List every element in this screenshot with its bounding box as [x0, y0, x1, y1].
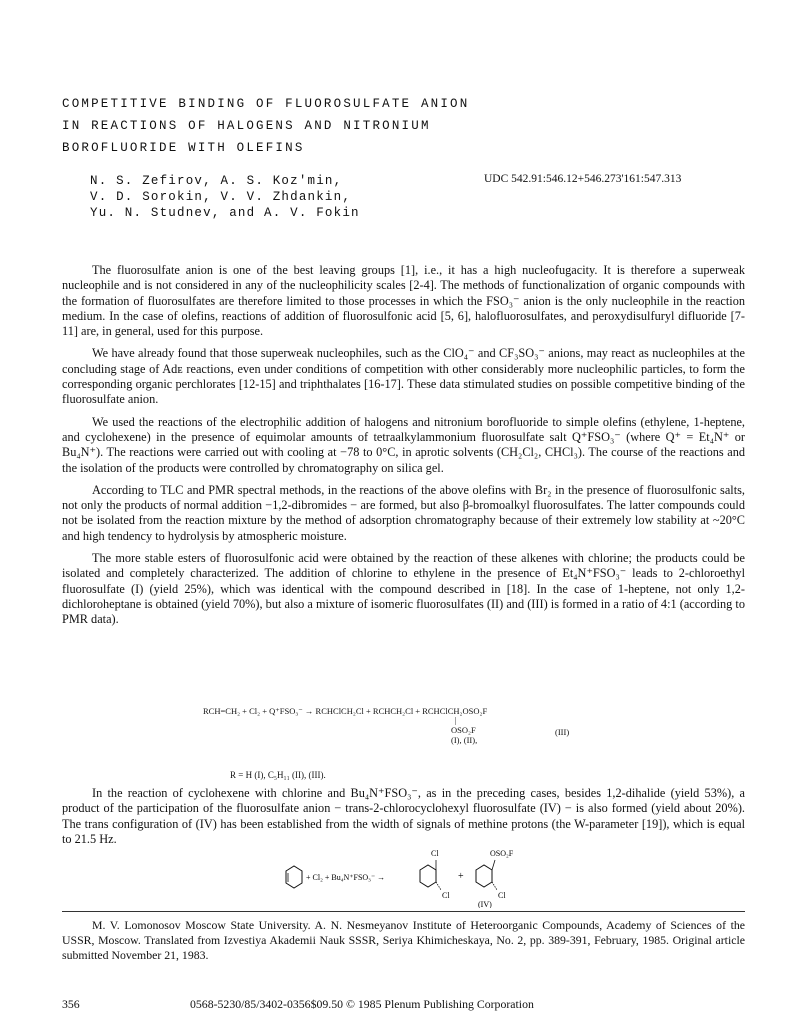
- product-ring-1: [420, 865, 436, 887]
- paragraph-3: We used the reactions of the electrophilic addition of halogens and nitronium borofluoride to simple olefins (ethylene, 1-heptene, and cyclohexene) in the presence of equimolar amounts of tetraalkylammonium fluorosulfate salt Q⁺FSO₃⁻ (where Q⁺ = Et₄N⁺ or Bu₄N⁺). The reactions were carried out with cooling at −78 to 0°C, in aprotic solvents (CH₂Cl₂, CHCl₃). The course of the reactions and the isolation of the products were controlled by chromatography on silica gel.: [62, 414, 745, 475]
- reaction-scheme-2: [280, 848, 540, 908]
- paragraph-6: In the reaction of cyclohexene with chlorine and Bu₄N⁺FSO₃⁻, as in the preceding cases, besides 1,2-dihalide (yield 53%), a product of the participation of the fluorosulfate anion − trans-2-chlorocyclohexyl fluorosulfate (IV) − is also formed (yield about 20%). The trans configuration of (IV) has been established from the width of signals of methine protons (the W-parameter [19]), which is equal to 21.5 Hz.: [62, 786, 745, 846]
- scheme-2-cl-bottom-2: Cl: [498, 891, 506, 900]
- scheme-2-reagents: + Cl₂ + Bu₄N⁺FSO₃⁻ →: [306, 873, 386, 882]
- title-line-3: BOROFLUORIDE WITH OLEFINS: [62, 141, 305, 155]
- scheme-2-cl-bottom-1: Cl: [442, 891, 450, 900]
- authors-line-2: V. D. Sorokin, V. V. Zhdankin,: [90, 190, 352, 204]
- author-list: [90, 173, 360, 221]
- scheme-1-substituent: OSO₂F: [451, 725, 476, 735]
- title-line-1: COMPETITIVE BINDING OF FLUOROSULFATE ANION: [62, 97, 470, 111]
- paragraph-1: The fluorosulfate anion is one of the best leaving groups [1], i.e., it has a high nucleofugacity. It is therefore a superweak nucleophile and is not considered in any of the nucleophilicity scales [2-4]. The methods of functionalization of organic compounds with the formation of fluorosulfates are therefore limited to those processes in which the FSO₃⁻ anion is the only nucleophile in the reaction medium. In the case of olefins, reactions of addition of fluorosulfonic acid [5, 6], halofluorosulfates, and peroxydisulfuryl difluoride [7-11] are, in general, used for this purpose.: [62, 263, 745, 339]
- article-title: [62, 93, 622, 159]
- page-number: 356: [62, 997, 80, 1011]
- footnote: M. V. Lomonosov Moscow State University. A. N. Nesmeyanov Institute of Heteroorganic Compounds, Academy of Sciences of the USSR, Moscow. Translated from Izvestiya Akademii Nauk SSSR, Seriya Khimicheskaya, No. 2, pp. 389-391, February, 1985. Original article submitted November 21, 1983.: [62, 918, 745, 962]
- paragraph-2: We have already found that those superweak nucleophiles, such as the ClO₄⁻ and CF₃SO₃⁻ anions, may react as nucleophiles at the concluding stage of Adᴇ reactions, even under conditions of competition with other considerably more nucleophilic particles, to form the corresponding organic perchlorates [12-15] and triphthalates [16-17]. These data stimulated studies on possible competitive binding of the fluorosulfate anion.: [62, 346, 745, 407]
- title-line-2: IN REACTIONS OF HALOGENS AND NITRONIUM: [62, 119, 431, 133]
- paragraph-4: According to TLC and PMR spectral methods, in the reactions of the above olefins with Br₂ in the presence of fluorosulfonic salts, not only the products of normal addition −1,2-dibromides − are formed, but also β-bromoalkyl fluorosulfates. The latter compounds could not be isolated from the reaction mixture by the method of adsorption chromatography because of their extremely low stability at ~20°C and high tendency to hydrolysis by atmospheric moisture.: [62, 482, 745, 543]
- scheme-1-label-iii: (III): [555, 727, 570, 737]
- article-body: [62, 263, 745, 635]
- reaction-scheme-1: [203, 706, 623, 756]
- scheme-1-labels: (I), (II),: [451, 735, 478, 745]
- paragraph-5: The more stable esters of fluorosulfonic acid were obtained by the reaction of these alkenes with chlorine; the products could be isolated and completely characterized. The addition of chlorine to ethylene in the presence of Et₄N⁺FSO₃⁻ leads to 2-chloroethyl fluorosulfate (I) (yield 25%), which was identical with the compound described in [18]. In the case of 1-heptene, not only 1,2-dichloroheptane is obtained (yield 70%), but also a mixture of isomeric fluorosulfates (II) and (III) is formed in a ratio of 4:1 (according to PMR data).: [62, 551, 745, 627]
- article-body-continued: [62, 786, 745, 847]
- product-ring-2: [476, 865, 492, 887]
- udc-code: UDC 542.91:546.12+546.273'161:547.313: [484, 173, 682, 185]
- scheme-2-plus: +: [458, 871, 464, 882]
- scheme-2-cl-top: Cl: [431, 849, 439, 858]
- scheme-1-equation: RCH=CH₂ + Cl₂ + Q⁺FSO₃⁻ → RCHClCH₂Cl + RCHCH₂Cl + RCHClCH₂OSO₂F: [203, 706, 488, 716]
- footnote-divider: [62, 911, 745, 912]
- copyright-line: 0568-5230/85/3402-0356$09.50 © 1985 Plenum Publishing Corporation: [190, 997, 534, 1011]
- authors-line-1: N. S. Zefirov, A. S. Koz'min,: [90, 174, 343, 188]
- authors-line-3: Yu. N. Studnev, and A. V. Fokin: [90, 206, 360, 220]
- scheme-1-bond: |: [455, 716, 457, 725]
- scheme-2-label-iv: (IV): [478, 900, 492, 908]
- r-definition: R = H (I), C₅H₁₁ (II), (III).: [230, 770, 326, 780]
- scheme-2-oso2f: OSO₂F: [490, 849, 514, 858]
